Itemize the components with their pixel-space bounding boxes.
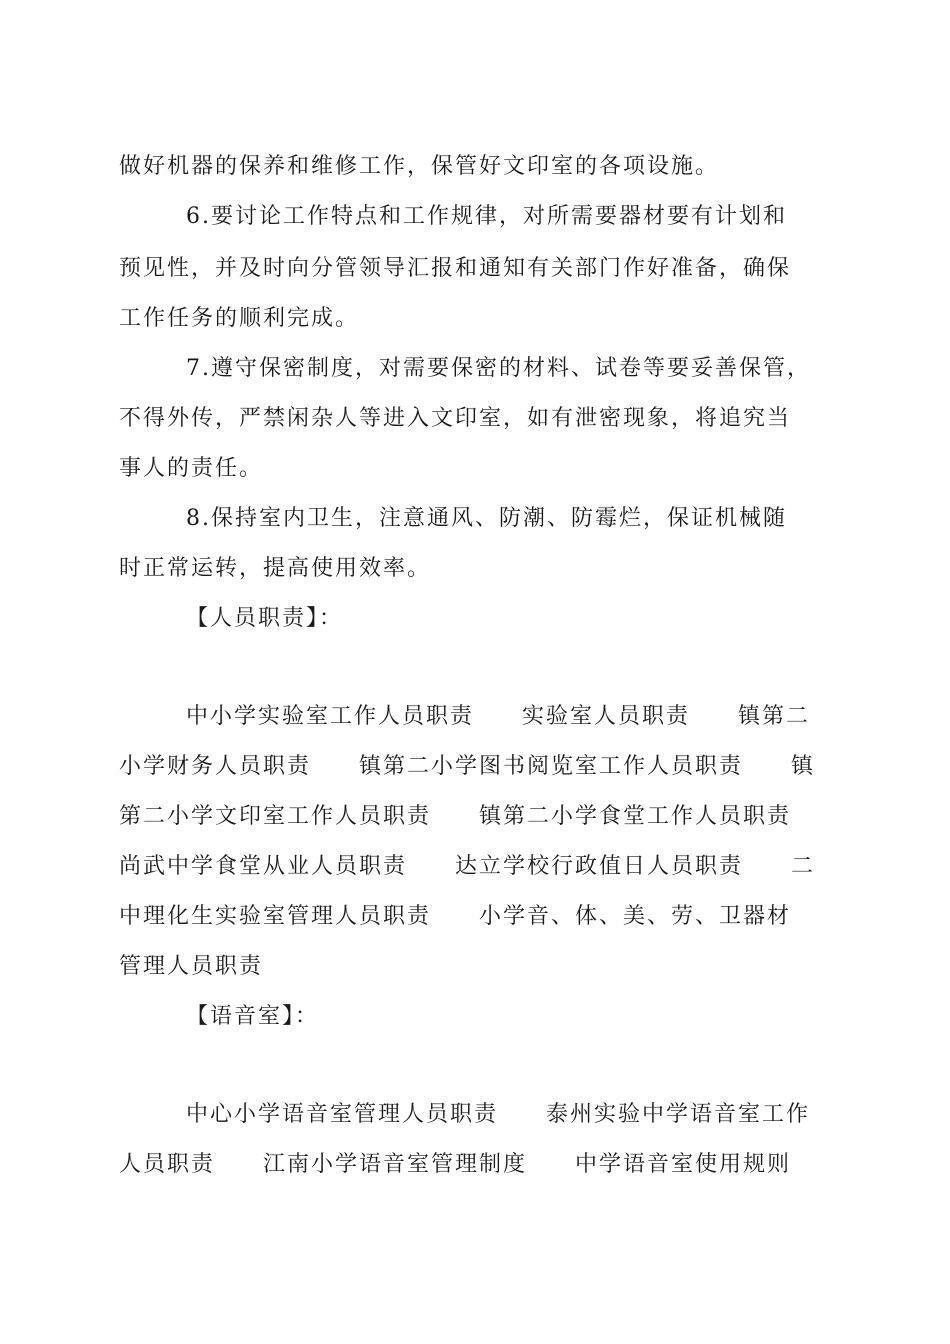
related-links-line: 中理化生实验室管理人员职责 小学音、体、美、劳、卫器材 xyxy=(119,904,792,929)
body-line: 预见性，并及时向分管领导汇报和通知有关部门作好准备，确保 xyxy=(119,256,792,281)
related-links-line: 人员职责 江南小学语音室管理制度 中学语音室使用规则 xyxy=(119,1152,792,1177)
related-links-line: 管理人员职责 xyxy=(119,954,264,979)
related-links-line: 小学财务人员职责 镇第二小学图书阅览室工作人员职责 镇 xyxy=(119,754,816,779)
body-line: 时正常运转，提高使用效率。 xyxy=(119,556,432,581)
section-heading-language-lab: 【语音室】： xyxy=(186,1004,320,1029)
body-line: 工作任务的顺利完成。 xyxy=(119,306,360,331)
related-links-line: 中心小学语音室管理人员职责 泰州实验中学语音室工作 xyxy=(186,1102,811,1127)
body-line: 不得外传，严禁闲杂人等进入文印室，如有泄密现象，将追究当 xyxy=(119,406,792,431)
body-line: 7.遵守保密制度，对需要保密的材料、试卷等要妥善保管， xyxy=(186,356,811,381)
body-line: 事人的责任。 xyxy=(119,456,264,481)
section-heading-personnel: 【人员职责】： xyxy=(186,606,344,631)
related-links-line: 中小学实验室工作人员职责 实验室人员职责 镇第二 xyxy=(186,704,811,729)
body-line: 8.保持室内卫生，注意通风、防潮、防霉烂，保证机械随 xyxy=(186,506,787,531)
body-line: 6.要讨论工作特点和工作规律，对所需要器材要有计划和 xyxy=(186,204,787,229)
related-links-line: 尚武中学食堂从业人员职责 达立学校行政值日人员职责 二 xyxy=(119,854,816,879)
body-line: 做好机器的保养和维修工作，保管好文印室的各项设施。 xyxy=(119,154,720,179)
related-links-line: 第二小学文印室工作人员职责 镇第二小学食堂工作人员职责 xyxy=(119,804,792,829)
